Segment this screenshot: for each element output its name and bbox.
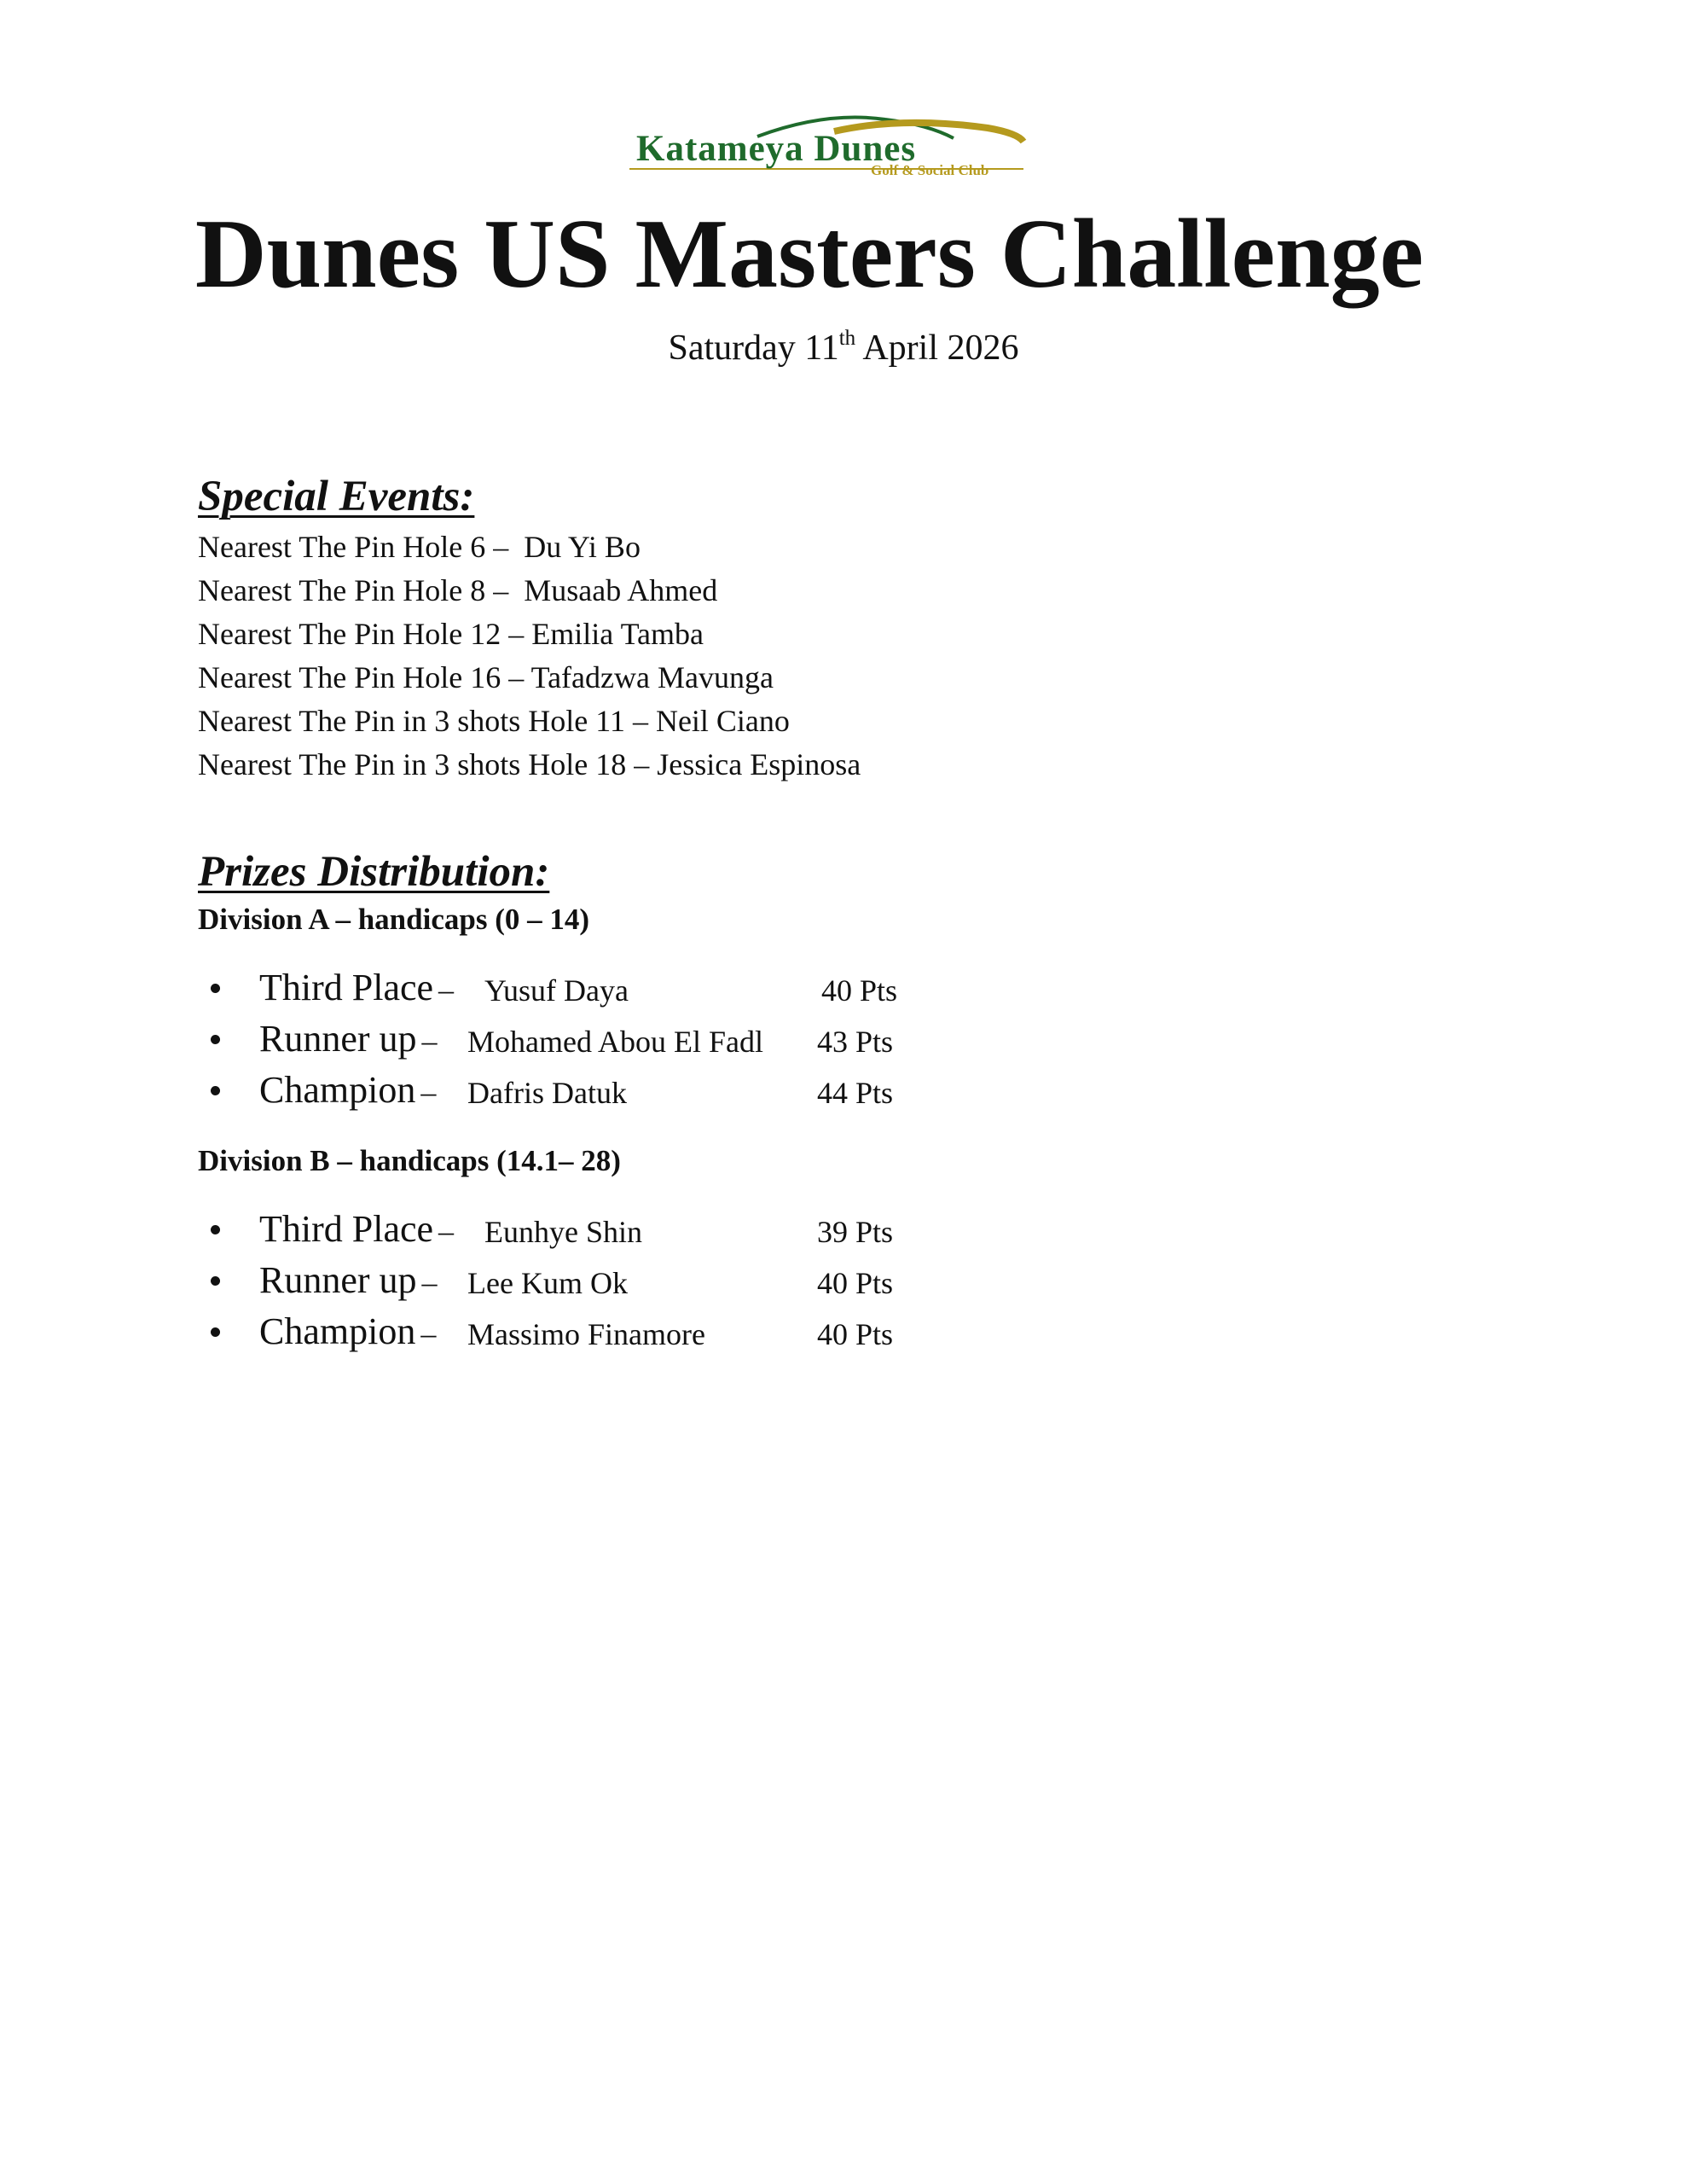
prizes-heading: Prizes Distribution: (198, 848, 550, 896)
prize-row (198, 1066, 965, 1118)
prize-place (259, 964, 454, 1014)
prize-points: 43 Pts (817, 1025, 894, 1059)
prize-place-label: Third Place (259, 967, 434, 1008)
prize-points: 40 Pts (821, 973, 898, 1008)
special-event-item: Nearest The Pin Hole 12 – Emilia Tamba (198, 617, 704, 651)
prize-place-label: Runner up (259, 1018, 417, 1060)
prize-place (259, 1066, 436, 1116)
bullet-icon (211, 1086, 220, 1095)
prize-dash: – (438, 973, 455, 1007)
bullet-icon (211, 984, 220, 993)
prize-dash: – (420, 1316, 437, 1350)
prize-row (198, 1015, 965, 1066)
prize-points: 39 Pts (817, 1215, 894, 1249)
prize-player: Eunhye Shin (484, 1215, 642, 1249)
prize-player: Yusuf Daya (484, 973, 629, 1008)
prize-player: Massimo Finamore (467, 1317, 705, 1351)
event-date-prefix: Saturday 11 (668, 328, 839, 368)
bullet-icon (211, 1225, 220, 1234)
division-b-heading: Division B – handicaps (14.1– 28) (198, 1144, 621, 1177)
prize-player: Mohamed Abou El Fadl (467, 1025, 763, 1059)
special-event-item: Nearest The Pin Hole 16 – Tafadzwa Mavunga (198, 660, 774, 694)
page-title: Dunes US Masters Challenge (194, 200, 1424, 309)
prize-place (259, 1308, 436, 1357)
prize-points: 40 Pts (817, 1266, 894, 1300)
club-logo (629, 113, 1030, 181)
special-event-item: Nearest The Pin Hole 6 – Du Yi Bo (198, 530, 641, 564)
prize-row (198, 1257, 965, 1308)
prize-place (259, 1015, 438, 1065)
prize-points: 40 Pts (817, 1317, 894, 1351)
special-events-list (198, 526, 861, 787)
bullet-icon (211, 1276, 220, 1286)
special-events-heading: Special Events: (198, 473, 475, 520)
prize-place-label: Runner up (259, 1259, 417, 1301)
prize-row (198, 1205, 965, 1257)
bullet-icon (211, 1327, 220, 1337)
prize-dash: – (421, 1265, 438, 1299)
division-b-list (198, 1205, 965, 1359)
bullet-icon (211, 1035, 220, 1044)
prize-place-label: Champion (259, 1069, 416, 1111)
special-event-item: Nearest The Pin Hole 8 – Musaab Ahmed (198, 573, 718, 607)
special-event-item: Nearest The Pin in 3 shots Hole 11 – Neil Ciano (198, 704, 790, 738)
prize-place (259, 1257, 438, 1306)
prize-row (198, 1308, 965, 1359)
event-date (0, 328, 1687, 369)
prize-place-label: Champion (259, 1310, 416, 1352)
prize-player: Lee Kum Ok (467, 1266, 628, 1300)
event-date-rest: April 2026 (855, 328, 1019, 368)
special-event-item: Nearest The Pin in 3 shots Hole 18 – Jessica Espinosa (198, 747, 861, 781)
prize-dash: – (438, 1214, 455, 1248)
prize-dash: – (420, 1075, 437, 1109)
division-a-list (198, 964, 965, 1118)
logo-subtitle: Golf & Social Club (871, 162, 989, 178)
prize-player: Dafris Datuk (467, 1076, 627, 1110)
prize-row (198, 964, 965, 1015)
logo-name: Katameya Dunes (636, 129, 917, 169)
prize-place (259, 1205, 454, 1255)
prize-place-label: Third Place (259, 1208, 434, 1250)
event-date-ordinal: th (838, 327, 856, 350)
prize-dash: – (421, 1024, 438, 1058)
division-a-heading: Division A – handicaps (0 – 14) (198, 903, 589, 936)
prize-points: 44 Pts (817, 1076, 894, 1110)
